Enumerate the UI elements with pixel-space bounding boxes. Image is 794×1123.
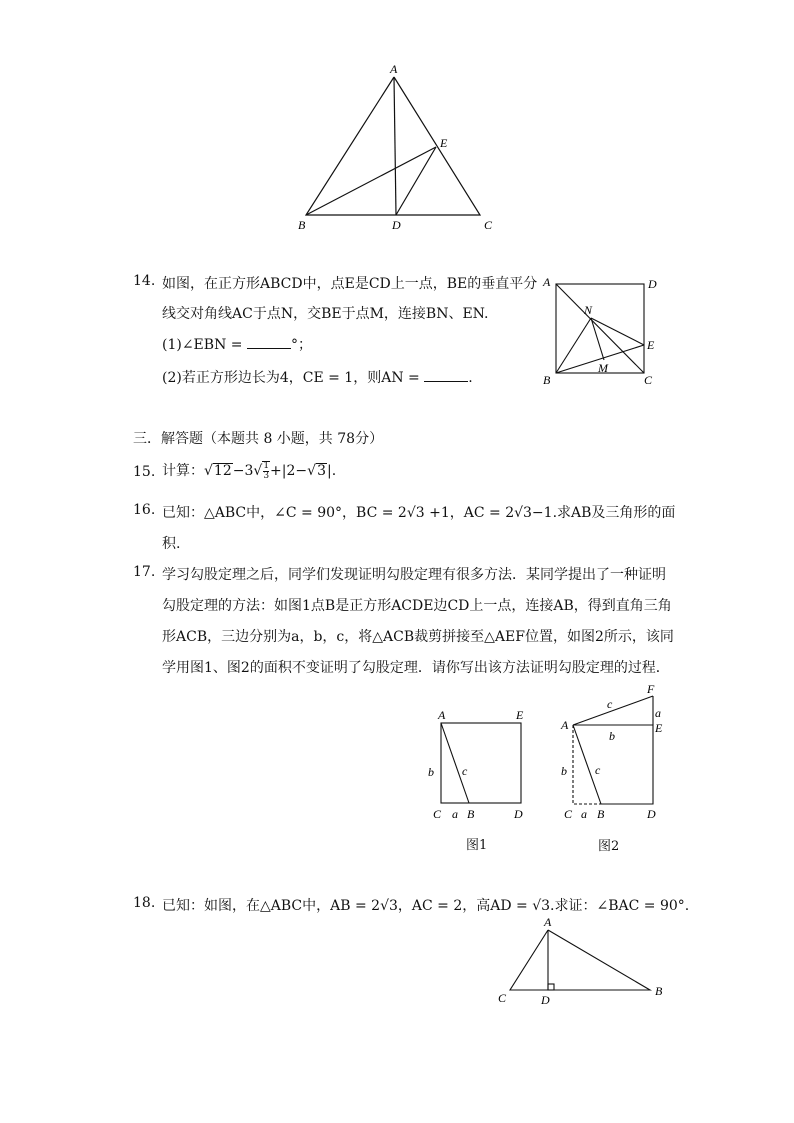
q15-radicand-12: 12 [213, 463, 232, 479]
side-label-b-left: b [561, 764, 567, 778]
point-label-b: B [655, 984, 663, 998]
point-label-d: D [647, 807, 656, 821]
segment-en [591, 318, 644, 345]
point-label-d: D [541, 993, 550, 1007]
side-label-a-right: a [655, 706, 661, 720]
q15-fraction [263, 462, 269, 481]
side-label-a-bottom: a [581, 807, 587, 821]
q14-part-1 [162, 334, 312, 354]
question-number: 17. [133, 564, 156, 580]
point-label-m: M [598, 361, 608, 375]
sqrt-sign: √ [307, 463, 317, 479]
sqrt-sign: √ [253, 463, 263, 479]
point-label-c: C [498, 991, 507, 1005]
segment-nm [591, 318, 604, 360]
question-number: 18. [133, 895, 156, 911]
answer-blank [424, 369, 468, 382]
segment-bn [556, 318, 591, 373]
question-number: 14. [133, 273, 156, 289]
point-label-d: D [514, 807, 523, 821]
q14-part-2-suffix: . [468, 370, 473, 386]
point-label-c: C [564, 807, 573, 821]
point-label-d: D [392, 218, 401, 232]
q17-line-1: 学习勾股定理之后，同学们发现证明勾股定理有很多方法．某同学提出了一种证明 [162, 567, 666, 583]
q14-part-2 [162, 367, 473, 387]
triangle-abc [510, 930, 650, 990]
q17-line-2: 勾股定理的方法：如图1点B是正方形ACDE边CD上一点，连接AB，得到直角三角 [162, 598, 672, 614]
q15-abs-open: +|2− [270, 463, 308, 479]
q16-line-1: 已知：△ABC中，∠C = 90°，BC = 2√3 +1，AC = 2√3−1.求AB及三角形的面 [162, 505, 676, 521]
point-label-b: B [543, 373, 551, 387]
figure-2-caption: 图2 [598, 839, 620, 854]
point-label-a: A [390, 62, 398, 76]
point-label-n: N [584, 303, 593, 317]
q17-line-3: 形ACB，三边分别为a，b，c，将△ACB裁剪拼接至△AEF位置，如图2所示，该同 [162, 629, 674, 645]
point-label-f: F [647, 682, 655, 696]
point-label-e: E [647, 338, 655, 352]
point-label-b: B [298, 218, 306, 232]
point-label-e: E [516, 708, 524, 722]
point-label-a: A [543, 275, 551, 289]
q15-expression [162, 460, 336, 481]
triangle-figure-top [290, 55, 510, 240]
point-label-e: E [440, 136, 448, 150]
fraction-denominator: 3 [263, 470, 270, 481]
q14-part-1-suffix: °； [290, 337, 312, 353]
q15-radicand-3: 3 [317, 463, 326, 479]
q16-line-2: 积. [162, 536, 181, 552]
segment-ab [441, 723, 469, 803]
q14-line-2: 线交对角线AC于点N，交BE于点M，连接BN、EN. [162, 306, 489, 322]
diagonal-ac [556, 284, 644, 373]
point-label-a: A [438, 708, 446, 722]
q17-line-4: 学用图1、图2的面积不变证明了勾股定理．请你写出该方法证明勾股定理的过程． [162, 660, 670, 676]
side-label-b-middle: b [609, 729, 615, 743]
q15-term-minus-3: −3 [232, 463, 254, 479]
answer-blank [247, 336, 291, 349]
q18-text: 已知：如图，在△ABC中，AB = 2√3，AC = 2，高AD = √3.求证：∠BAC = 90°. [162, 898, 690, 914]
right-angle-marker [548, 984, 554, 990]
q14-part-2-prefix: (2)若正方形边长为4，CE = 1，则AN = [162, 370, 420, 386]
segment-af [573, 696, 653, 725]
point-label-a: A [561, 718, 569, 732]
section-title: 三．解答题（本题共 8 小题，共 78分） [133, 431, 384, 447]
segment-ad [394, 77, 396, 215]
point-label-d: D [648, 277, 657, 291]
q17-figure-1 [425, 705, 545, 825]
square-figure-q14 [538, 272, 668, 390]
q17-figure-2 [555, 680, 675, 830]
q15-prefix: 计算： [162, 463, 204, 479]
triangle-abc-outline [306, 77, 480, 215]
square-acde [441, 723, 521, 803]
point-label-c: C [484, 218, 493, 232]
point-label-c: C [644, 373, 653, 387]
side-label-c-middle: c [595, 763, 601, 777]
question-number: 16. [133, 502, 156, 518]
fraction-numerator: 1 [263, 460, 270, 471]
sqrt-sign: √ [204, 463, 213, 479]
side-label-c-top: c [607, 697, 613, 711]
point-label-b: B [597, 807, 605, 821]
point-label-c: C [433, 807, 442, 821]
side-label-c: c [462, 764, 468, 778]
q14-line-1: 如图，在正方形ABCD中，点E是CD上一点，BE的垂直平分 [162, 276, 538, 292]
point-label-a: A [544, 915, 552, 929]
point-label-e: E [655, 721, 663, 735]
q15-abs-close: |. [326, 463, 337, 479]
side-label-a: a [452, 807, 458, 821]
q14-part-1-prefix: (1)∠EBN = [162, 337, 243, 353]
question-number: 15. [133, 464, 156, 480]
figure-1-caption: 图1 [466, 838, 488, 853]
q18-triangle-figure [490, 915, 675, 1010]
side-label-b: b [428, 765, 434, 779]
point-label-b: B [467, 807, 475, 821]
